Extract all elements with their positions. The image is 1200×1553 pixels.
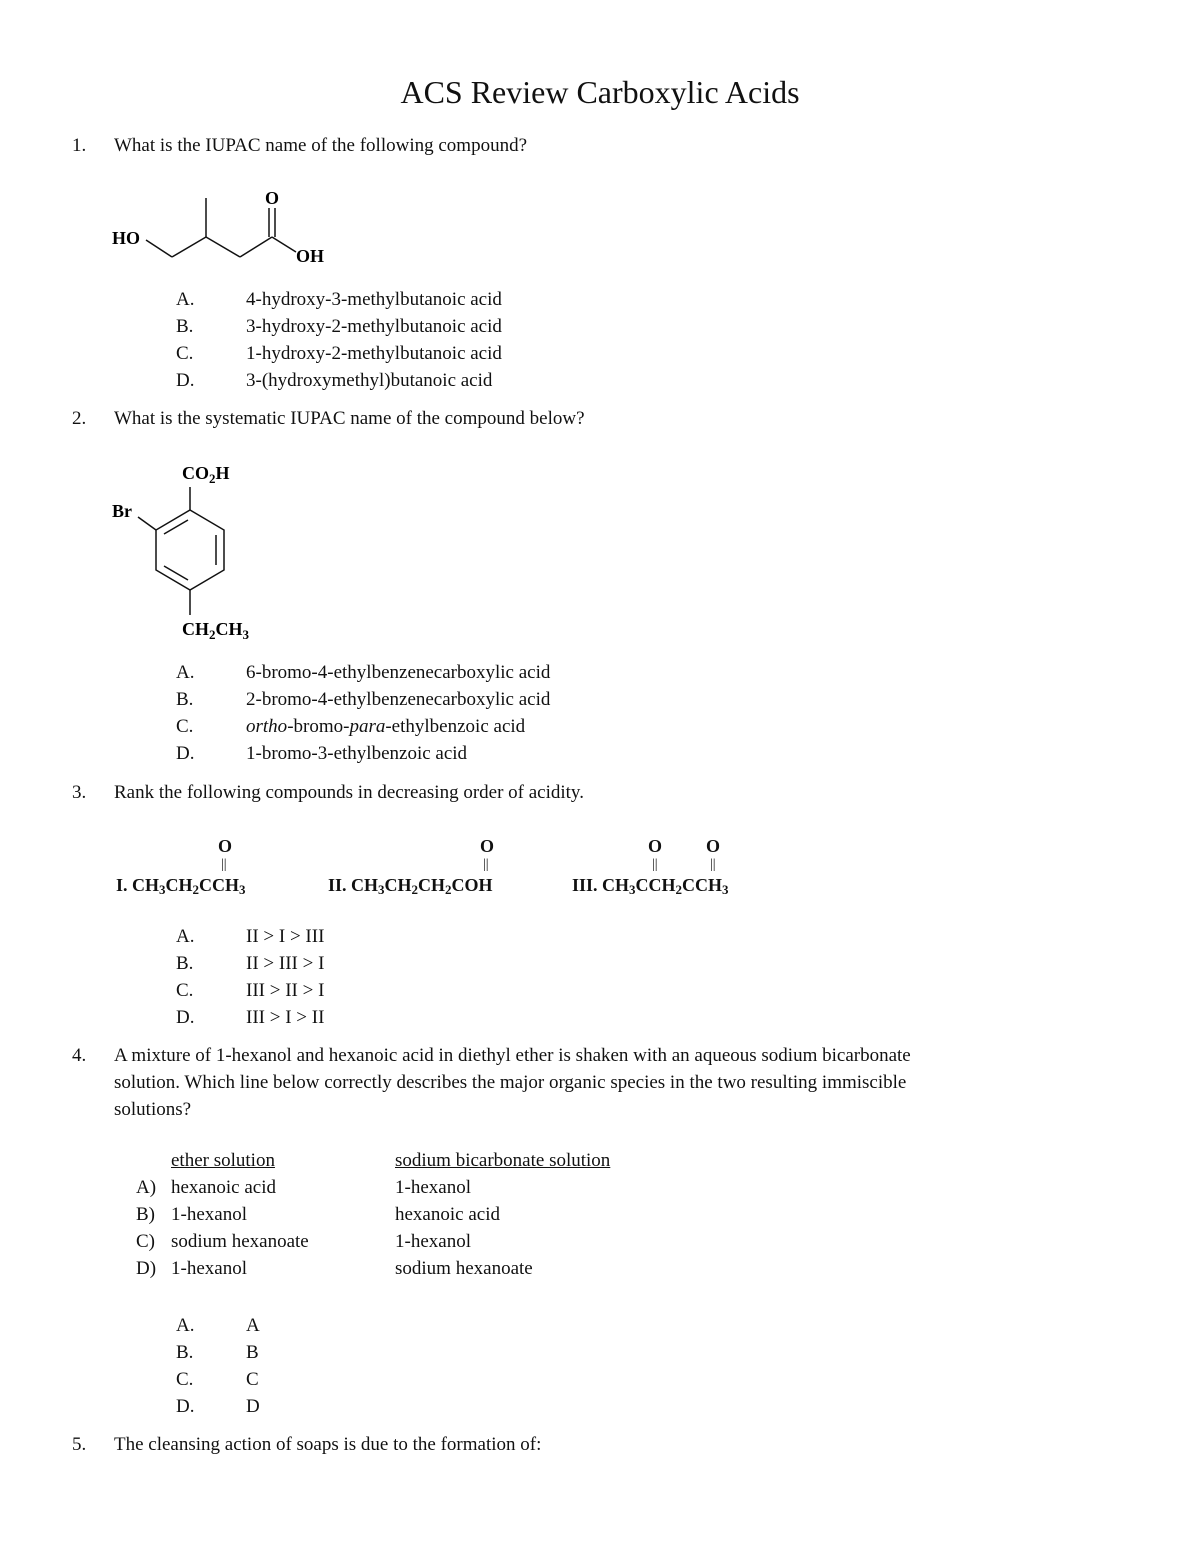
- label-ethyl: $CH_2CH_3$: [182, 619, 249, 642]
- bicarb-header: sodium bicarbonate solution: [395, 1150, 611, 1171]
- question-4-text: A mixture of 1-hexanol and hexanoic acid in diethyl ether is shaken with an aqueous sodium bicarbonate solution. Which line below correctly describes the major organic species in the two resulting immiscible solutions?: [114, 1045, 911, 1120]
- bond: [146, 240, 172, 257]
- question-1-text: What is the IUPAC name of the following compound?: [114, 135, 528, 156]
- aromatic-bond: [164, 566, 188, 580]
- table-row: A) hexanoic acid 1-hexanol: [136, 1177, 471, 1198]
- question-4-number: 4.: [72, 1045, 87, 1066]
- table-row: D) 1-hexanol sodium hexanoate: [136, 1258, 533, 1279]
- bond: [206, 237, 240, 257]
- question-4-table: [136, 1149, 736, 1284]
- page-title: ACS Review Carboxylic Acids: [400, 74, 800, 110]
- compound-1-oxygen: O: [218, 836, 233, 856]
- question-5-number: 5.: [72, 1434, 87, 1455]
- bond: [138, 517, 156, 530]
- benzene-ring: [156, 510, 224, 590]
- table-row: B) 1-hexanol hexanoic acid: [136, 1204, 500, 1225]
- compound-2-oxygen: O: [480, 836, 495, 856]
- compound-3-oxygen-2: O: [706, 836, 721, 856]
- ether-header: ether solution: [171, 1150, 275, 1171]
- bond: [272, 237, 296, 252]
- question-3-text: Rank the following compounds in decreasing order of acidity.: [114, 782, 584, 803]
- question-1-number: 1.: [72, 135, 87, 156]
- question-2-structure: [100, 455, 300, 645]
- label-co2h: $CO_2H$: [182, 463, 230, 486]
- question-1-structure: [100, 180, 360, 280]
- label-ho: HO: [112, 228, 141, 248]
- question-5-text: The cleansing action of soaps is due to the formation of:: [114, 1434, 542, 1455]
- label-br: Br: [112, 501, 132, 521]
- compound-3-double-bond-1: ||: [652, 857, 658, 872]
- compound-1: I. $CH_3CH_2CCH_3$: [116, 875, 246, 897]
- label-oh: OH: [296, 246, 325, 266]
- table-row: C) sodium hexanoate 1-hexanol: [136, 1231, 471, 1252]
- bond: [172, 237, 206, 257]
- compound-3: III. $CH_3CCH_2CCH_3$: [572, 875, 729, 897]
- compound-1-double-bond: ||: [221, 857, 227, 872]
- compound-3-double-bond-2: ||: [710, 857, 716, 872]
- label-o: O: [265, 188, 280, 208]
- compound-2: II. $CH_3CH_2CH_2COH$: [328, 875, 493, 897]
- compound-3-oxygen-1: O: [648, 836, 663, 856]
- question-3-number: 3.: [72, 782, 87, 803]
- bond: [240, 237, 272, 257]
- compound-2-double-bond: ||: [483, 857, 489, 872]
- question-2-text: What is the systematic IUPAC name of the compound below?: [114, 408, 585, 429]
- table-header: [136, 1149, 736, 1176]
- aromatic-bond: [164, 520, 188, 534]
- question-2-number: 2.: [72, 408, 87, 429]
